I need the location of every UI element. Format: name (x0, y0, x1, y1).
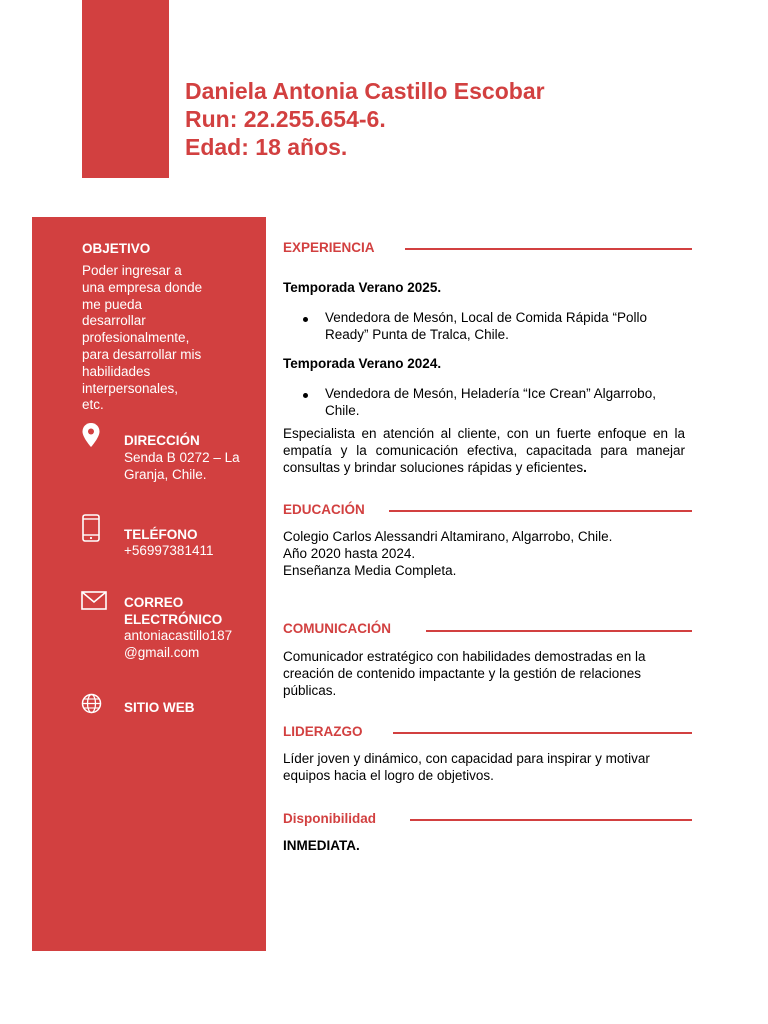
experience-divider (405, 248, 692, 250)
header (185, 77, 545, 161)
availability-divider (410, 819, 692, 821)
education-divider (389, 510, 692, 512)
objective-text: Poder ingresar a una empresa donde me pueda desarrollar profesionalmente, para desarrollar mis habilidades interpersonales, etc. (82, 263, 203, 413)
age: Edad: 18 años. (185, 134, 348, 160)
experience-summary: Especialista en atención al cliente, con un fuerte enfoque en la empatía y la comunicación efectiva, capacitada para manejar consultas y brindar soluciones rápidas y eficientes. (283, 426, 685, 475)
education-details: Colegio Carlos Alessandri Altamirano, Algarrobo, Chile. Año 2020 hasta 2024. Enseñanza Media Completa. (283, 529, 613, 578)
communication-title: COMUNICACIÓN (283, 621, 391, 636)
availability-value: INMEDIATA. (283, 838, 360, 853)
run-number: Run: 22.255.654-6. (185, 106, 386, 132)
header-accent-block (82, 0, 169, 178)
envelope-icon (81, 591, 107, 610)
location-pin-icon (81, 422, 101, 448)
experience-title: EXPERIENCIA (283, 240, 375, 255)
communication-divider (426, 630, 692, 632)
bullet-dot (303, 317, 308, 322)
email-label: CORREO ELECTRÓNICO (124, 595, 223, 627)
job-2024: Vendedora de Mesón, Heladería “Ice Crean” Algarrobo, Chile. (325, 386, 656, 418)
leadership-divider (393, 732, 692, 734)
phone-label: TELÉFONO (124, 527, 198, 542)
objective-title: OBJETIVO (82, 241, 151, 256)
education-title: EDUCACIÓN (283, 502, 365, 517)
email-value: antoniacastillo187 @gmail.com (124, 628, 233, 660)
phone-value: +56997381411 (124, 543, 214, 558)
website-label: SITIO WEB (124, 700, 195, 715)
season-2024: Temporada Verano 2024. (283, 356, 442, 371)
availability-title: Disponibilidad (283, 811, 376, 826)
full-name: Daniela Antonia Castillo Escobar (185, 78, 545, 104)
phone-icon (81, 514, 101, 542)
communication-text: Comunicador estratégico con habilidades demostradas en la creación de contenido impactante y la gestión de relaciones públicas. (283, 649, 646, 698)
job-2025: Vendedora de Mesón, Local de Comida Rápida “Pollo Ready” Punta de Tralca, Chile. (325, 310, 647, 342)
address-value: Senda B 0272 – La Granja, Chile. (124, 450, 240, 482)
sidebar (32, 217, 266, 951)
globe-icon (81, 693, 102, 714)
season-2025: Temporada Verano 2025. (283, 280, 442, 295)
leadership-title: LIDERAZGO (283, 724, 363, 739)
leadership-text: Líder joven y dinámico, con capacidad para inspirar y motivar equipos hacia el logro de objetivos. (283, 751, 650, 783)
bullet-dot (303, 393, 308, 398)
address-label: DIRECCIÓN (124, 433, 200, 448)
